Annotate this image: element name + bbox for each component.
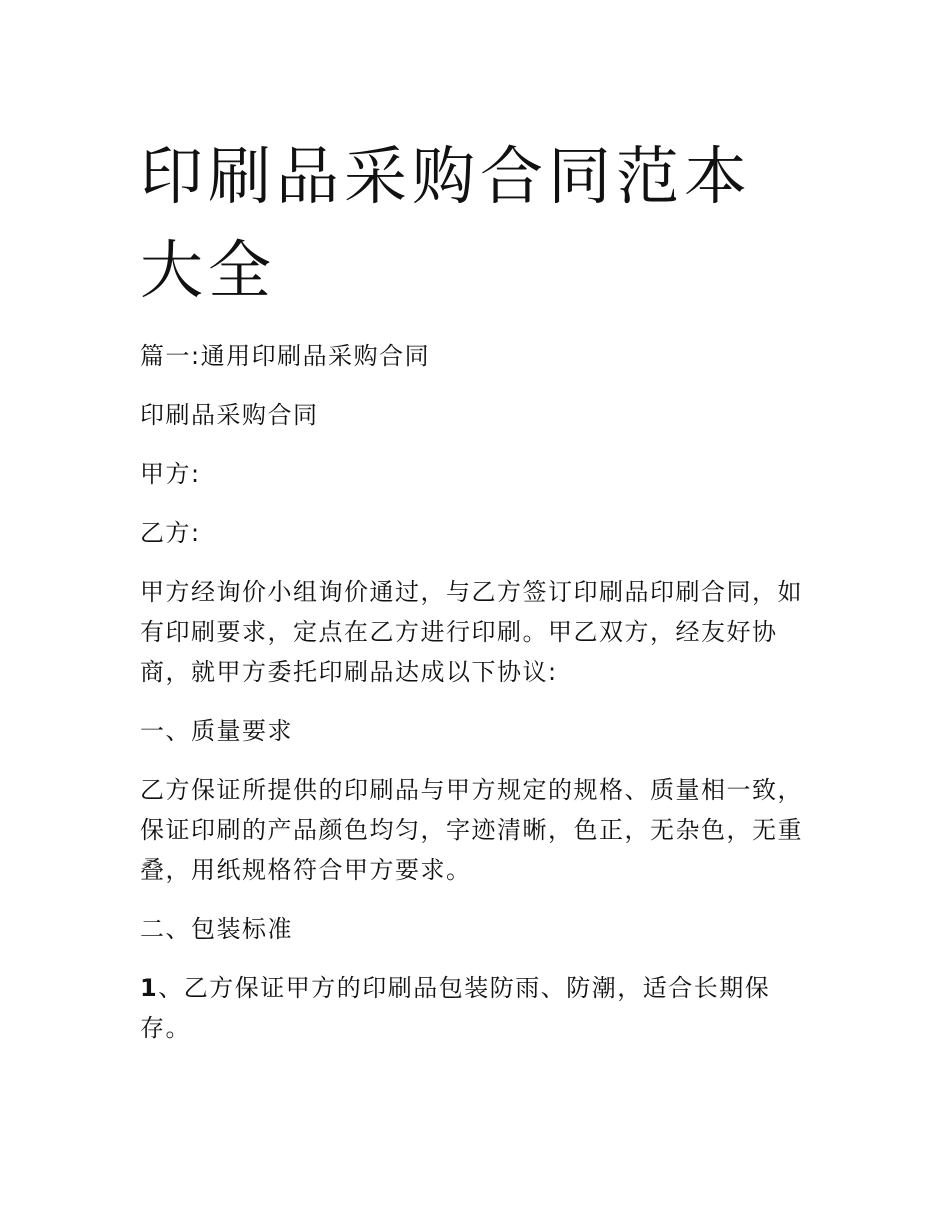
document-title: 印刷品采购合同范本大全 — [140, 140, 752, 307]
clause-1-heading: 一、质量要求 — [140, 717, 293, 745]
document-content — [140, 130, 820, 1048]
section-heading: 篇一:通用印刷品采购合同 — [140, 342, 431, 370]
clause-2-heading: 二、包装标准 — [140, 915, 293, 943]
clause-2-item-1-text: 、乙方保证甲方的印刷品包装防雨、防潮，适合长期保存。 — [140, 974, 771, 1042]
party-b-label: 乙方: — [140, 519, 201, 547]
clause-2-item-1 — [140, 968, 820, 1048]
clause-2-item-1-number: 1 — [140, 974, 159, 1002]
intro-paragraph: 甲方经询价小组询价通过，与乙方签订印刷品印刷合同，如有印刷要求，定点在乙方进行印刷。甲乙双方，经友好协商，就甲方委托印刷品达成以下协议: — [140, 578, 803, 686]
party-a-label: 甲方: — [140, 460, 201, 488]
contract-name: 印刷品采购合同 — [140, 401, 319, 429]
clause-1-body: 乙方保证所提供的印刷品与甲方规定的规格、质量相一致，保证印刷的产品颜色均匀，字迹清晰，色正，无杂色，无重叠，用纸规格符合甲方要求。 — [140, 776, 803, 884]
